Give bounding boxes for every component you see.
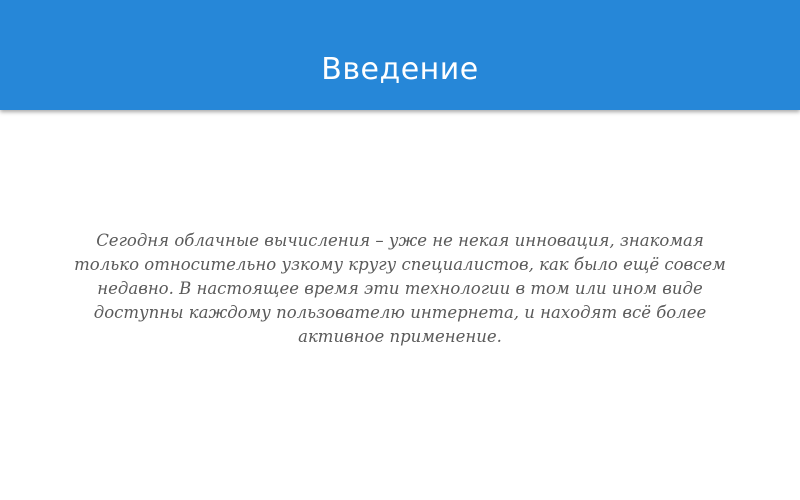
body-line: активное применение. <box>298 327 502 346</box>
body-line: Сегодня облачные вычисления – уже не некая инновация, знакомая <box>96 231 704 250</box>
slide-title: Введение <box>321 52 479 87</box>
body-line: только относительно узкому кругу специалистов, как было ещё совсем <box>74 255 726 274</box>
body-line: недавно. В настоящее время эти технологии в том или ином виде <box>97 279 703 298</box>
slide-body-paragraph <box>55 229 745 349</box>
body-line: доступны каждому пользователю интернета, и находят всё более <box>93 303 707 322</box>
